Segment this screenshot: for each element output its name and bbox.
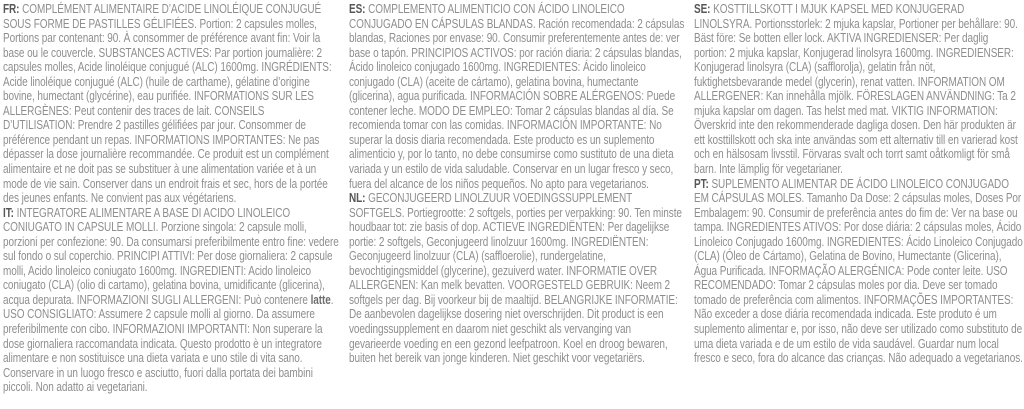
lang-code-es: ES: xyxy=(349,2,366,16)
label-section-nl xyxy=(349,191,685,366)
lang-code-pt: PT: xyxy=(694,176,709,191)
label-section-fr xyxy=(3,2,339,206)
label-text-es: COMPLEMENTO ALIMENTICIO CON ÁCIDO LINOLEICO CONJUGADO EN CÁPSULAS BLANDAS. Ración recomendada: 2 cápsulas blandas, Raciones por envase: 90. Consumir preferentemente antes de: ver base o tapón. PRINCIPIOS ACTIVOS: por ración diaria: 2 cápsulas blandas, Ácido linoleico conjugado 1600mg. INGREDIENTES: Ácido linoleico conjugado (CLA) (aceite de cártamo), gelatina bovina, humectante (glicerina), agua purificada. INFORMACIÓN SOBRE ALÉRGENOS: Puede contener leche. MODO DE EMPLEO: Tomar 2 cápsulas blandas al día. Se recomienda tomar con las comidas. INFORMACIÓN IMPORTANTE: No superar la dosis diaria recomendada. Este producto es un suplemento alimenticio y, por lo tanto, no debe consumirse como sustituto de una dieta variada y un estilo de vida saludable. Conservar en un lugar fresco y seco, fuera del alcance de los niños pequeños. No apto para vegetarianos. xyxy=(349,2,685,191)
label-section-es xyxy=(349,2,685,191)
label-column-2 xyxy=(349,2,685,409)
lang-code-fr: FR: xyxy=(3,2,20,16)
label-text-nl: GECONJUGEERD LINOLZUUR VOEDINGSSUPPLEMENT SOFTGELS. Portiegrootte: 2 softgels, porties per verpakking: 90. Ten minste houdbaar tot: zie basis of dop. ACTIEVE INGREDIËNTEN: Per dagelijkse portie: 2 softgels, Geconjugeerd linolzuur 1600mg. INGREDIËNTEN: Geconjugeerd linolzuur (CLA) (saffloerolie), rundergelatine, bevochtigingsmiddel (glycerine), gezuiverd water. INFORMATIE OVER ALLERGENEN: Kan melk bevatten. VOORGESTELD GEBRUIK: Neem 2 softgels per dag. Bij voorkeur bij de maaltijd. BELANGRIJKE INFORMATIE: De aanbevolen dagelijkse dosering niet overschrijden. Dit product is een voedingssupplement en daarom niet geschikt als vervanging van gevarieerde voeding en een gezond leefpatroon. Koel en droog bewaren, buiten het bereik van jonge kinderen. Niet geschikt voor vegetariërs. xyxy=(349,191,682,366)
label-column-3-text xyxy=(694,2,1024,366)
lang-code-se: SE: xyxy=(694,2,711,16)
lang-code-it: IT: xyxy=(3,205,14,220)
label-section-it xyxy=(3,206,339,395)
label-text-it-part1: INTEGRATORE ALIMENTARE A BASE DI ACIDO LINOLEICO CONIUGATO IN CAPSULE MOLLI. Porzione singola: 2 capsule molli, porzioni per confezione: 90. Da consumarsi preferibilmente entro fine: vedere sul fondo o sul coperchio. PRINCIPI ATTIVI: Per dose giornaliera: 2 capsule molli, Acido linoleico coniugato 1600mg. INGREDIENTI: Acido linoleico coniugato (CLA) (olio di cartamo), gelatina bovina, umidificante (glicerina), acqua depurata. INFORMAZIONI SUGLI ALLERGENI: Può contenere xyxy=(3,205,339,307)
label-column-1 xyxy=(3,2,339,409)
label-section-se xyxy=(694,2,1024,177)
label-text-se: KOSTTILLSKOTT I MJUK KAPSEL MED KONJUGERAD LINOLSYRA. Portionsstorlek: 2 mjuka kapslar, Portioner per behållare: 90. Bäst före: Se botten eller lock. AKTIVA INGREDIENSER: Per daglig portion: 2 mjuka kapslar, Konjugerad linolsyra 1600mg. INGREDIENSER: Konjugerad linolsyra (CLA) (safflorolja), gelatin från nöt, fuktighetsbevarande medel (glycerin), renat vatten. INFORMATION OM ALLERGENER: Kan innehålla mjölk. FÖRESLAGEN ANVÄNDNING: Ta 2 mjuka kapslar om dagen. Tas helst med mat. VIKTIG INFORMATION: Överskrid inte den rekommenderade dagliga dosen. Den här produkten är ett kosttillskott och ska inte användas som ett alternativ till en varierad kost och en hälsosam livsstil. Förvaras svalt och torrt samt oåtkomligt för små barn. Inte lämplig för vegetarianer. xyxy=(694,2,1018,177)
lang-code-nl: NL: xyxy=(349,191,366,206)
label-column-1-text xyxy=(3,2,339,395)
label-section-pt xyxy=(694,177,1024,366)
label-text-fr: COMPLÉMENT ALIMENTAIRE D’ACIDE LINOLÉIQUE CONJUGUÉ SOUS FORME DE PASTILLES GÉLIFIÉES. Portion: 2 capsules molles, Portions par contenant: 90. À consommer de préférence avant fin: Voir la base ou le couvercle. SUBSTANCES ACTIVES: Par portion journalière: 2 capsules molles, Acide linoléique conjugué (ALC) 1600mg. INGRÉDIENTS: Acide linoléique conjugué (ALC) (huile de carthame), gélatine d’origine bovine, humectant (glycérine), eau purifiée. INFORMATIONS SUR LES ALLERGÈNES: Peut contenir des traces de lait. CONSEILS D’UTILISATION: Prendre 2 pastilles gélifiées par jour. Consommer de préférence pendant un repas. INFORMATIONS IMPORTANTES: Ne pas dépasser la dose journalière recommandée. Ce produit est un complément alimentaire et ne doit pas se substituer à une alimentation variée et à un mode de vie sain. Conserver dans un endroit frais et sec, hors de la portée des jeunes enfants. Ne convient pas aux végétariens. xyxy=(3,2,332,206)
label-text-pt: SUPLEMENTO ALIMENTAR DE ÁCIDO LINOLEICO CONJUGADO EM CÁPSULAS MOLES. Tamanho Da Dose: 2 cápsulas moles, Doses Por Embalagem: 90. Consumir de preferência antes do fim de: Ver na base ou tampa. INGREDIENTES ATIVOS: Por dose diária: 2 cápsulas moles, Ácido Linoleico Conjugado 1600mg. INGREDIENTES: Ácido Linoleico Conjugado (CLA) (Óleo de Cártamo), Gelatina de Bovino, Humectante (Glicerina), Água Purificada. INFORMAÇÃO ALERGÉNICA: Pode conter leite. USO RECOMENDADO: Tomar 2 cápsulas moles por dia. Deve ser tomado tomado de preferência com alimentos. INFORMAÇÕES IMPORTANTES: Não exceder a dose diária recomendada indicada. Este produto é um suplemento alimentar e, por isso, não deve ser utilizado como substituto de uma dieta variada e de um estilo de vida saudável. Guardar num local fresco e seco, fora do alcance das crianças. Não adequado a vegetarianos. xyxy=(694,176,1023,366)
allergen-word-latte: latte xyxy=(310,292,331,307)
label-text-it-part2: . USO CONSIGLIATO: Assumere 2 capsule molli al giorno. Da assumere preferibilmente con cibo. INFORMAZIONI IMPORTANTI: Non superare la dose giornaliera raccomandata indicata. Questo prodotto è un integratore alimentare e non sostituisce una dieta variata e uno stile di vita sano. Conservare in un luogo fresco e asciutto, fuori dalla portata dei bambini piccoli. Non adatto ai vegetariani. xyxy=(3,292,334,395)
label-column-2-text xyxy=(349,2,685,366)
label-column-3 xyxy=(694,2,1024,409)
